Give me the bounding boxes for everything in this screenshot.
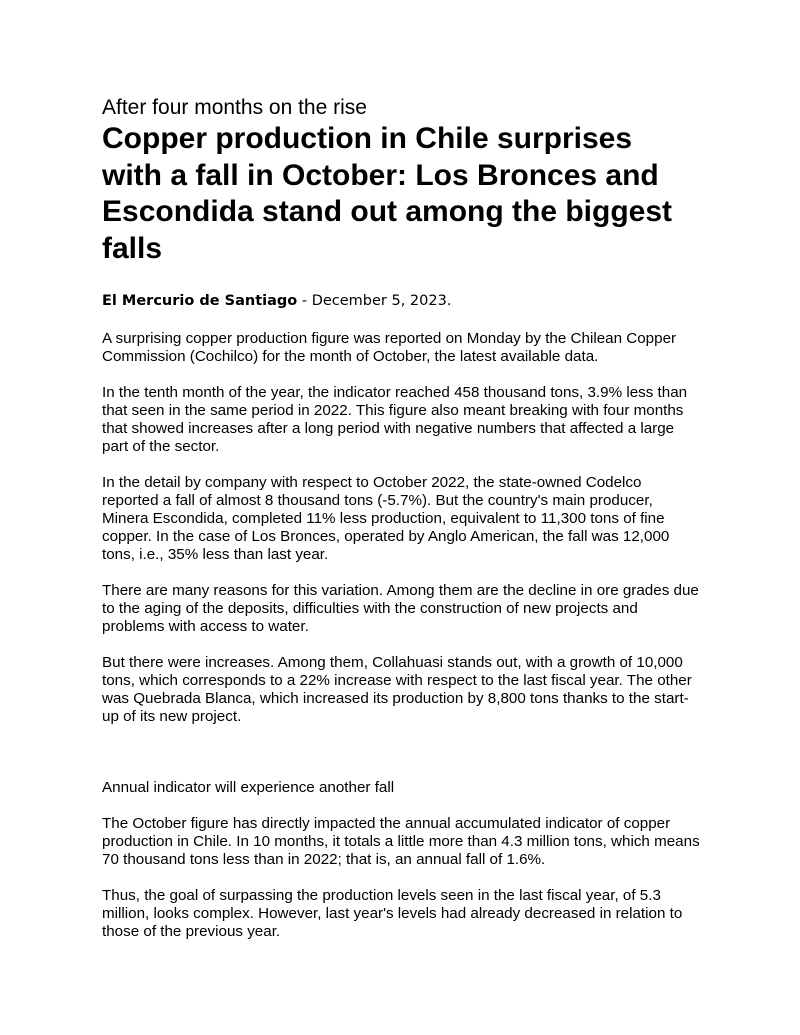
paragraph: Thus, the goal of surpassing the production levels seen in the last fiscal year, of 5.3 million, looks complex. However, last year's levels had already decreased in relation to those of the previous year.	[102, 887, 683, 940]
byline-date: December 5, 2023.	[311, 293, 452, 309]
article	[102, 96, 702, 959]
byline-separator: -	[297, 293, 312, 309]
article-headline: Copper production in Chile surprises with a fall in October: Los Bronces and Escondida stand out among the biggest falls	[102, 122, 673, 265]
paragraph: But there were increases. Among them, Collahuasi stands out, with a growth of 10,000 tons, which corresponds to a 22% increase with respect to the last fiscal year. The other was Quebrada Blanca, which increased its production by 8,800 tons thanks to the start-up of its new project.	[102, 654, 692, 725]
byline-source: El Mercurio de Santiago	[102, 293, 298, 309]
paragraph: A surprising copper production figure was reported on Monday by the Chilean Copper Commission (Cochilco) for the month of October, the latest available data.	[102, 330, 677, 365]
article-kicker: After four months on the rise	[102, 96, 367, 119]
paragraph: In the tenth month of the year, the indicator reached 458 thousand tons, 3.9% less than that seen in the same period in 2022. This figure also meant breaking with four months that showed increases after a long period with negative numbers that affected a large part of the sector.	[102, 384, 688, 455]
paragraph: The October figure has directly impacted the annual accumulated indicator of copper production in Chile. In 10 months, it totals a little more than 4.3 million tons, which means 70 thousand tons less than in 2022; that is, an annual fall of 1.6%.	[102, 815, 700, 868]
paragraph: In the detail by company with respect to October 2022, the state-owned Codelco reported a fall of almost 8 thousand tons (-5.7%). But the country's main producer, Minera Escondida, completed 11% less production, equivalent to 11,300 tons of fine copper. In the case of Los Bronces, operated by Anglo American, the fall was 12,000 tons, i.e., 35% less than last year.	[102, 474, 670, 563]
byline	[102, 292, 702, 310]
section-subhead: Annual indicator will experience another fall	[102, 779, 395, 796]
article-body	[102, 330, 702, 941]
paragraph: There are many reasons for this variation. Among them are the decline in ore grades due to the aging of the deposits, difficulties with the construction of new projects and problems with access to water.	[102, 582, 699, 635]
